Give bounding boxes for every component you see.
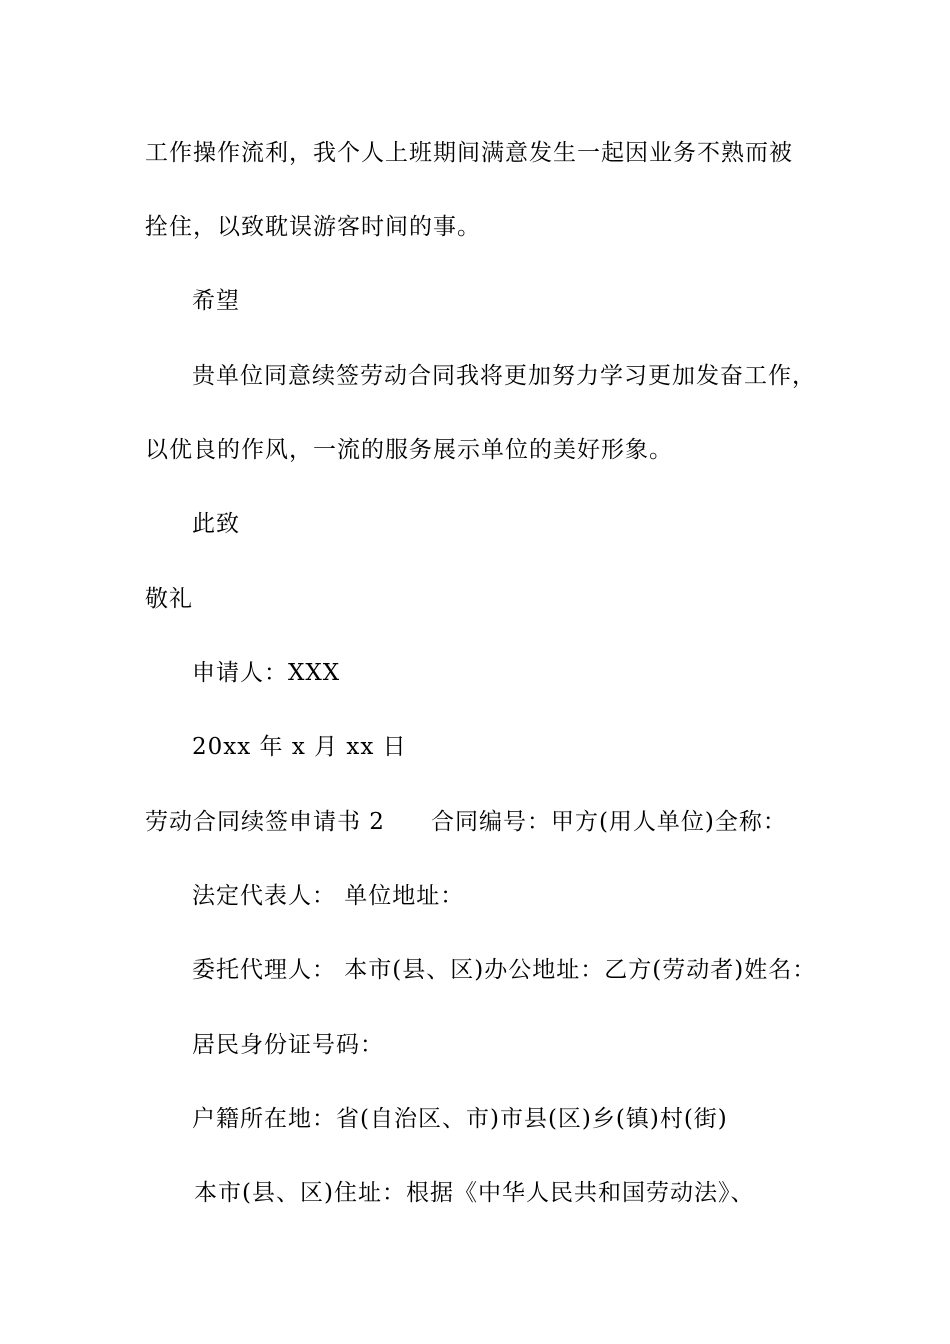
section-heading-line [145,807,787,837]
body-line-1: 工作操作流利，我个人上班期间满意发生一起因业务不熟而被 [145,140,793,166]
body-line-image: 以优良的作风，一流的服务展示单位的美好形象。 [145,437,673,463]
form-line-address: 本市(县、区)住址：根据《中华人民共和国劳动法》、 [194,1180,755,1206]
body-line-hope: 希望 [192,288,240,314]
body-line-2: 拴住，以致耽误游客时间的事。 [145,214,481,240]
section-title-tail: 合同编号：甲方(用人单位)全称： [430,809,787,835]
form-line-agent: 委托代理人： 本市(县、区)办公地址：乙方(劳动者)姓名： [192,957,817,983]
body-line-request: 贵单位同意续签劳动合同我将更加努力学习更加发奋工作， [192,363,816,389]
date-line: 20xx 年 x 月 xx 日 [192,734,407,760]
closing-jingli: 敬礼 [145,586,193,612]
form-line-legal-rep: 法定代表人： 单位地址： [192,883,465,909]
form-line-hukou: 户籍所在地：省(自治区、市)市县(区)乡(镇)村(街) [192,1106,728,1132]
applicant-line: 申请人：XXX [192,660,341,686]
closing-cizhi: 此致 [192,511,240,537]
form-line-id: 居民身份证号码： [192,1032,384,1058]
section-title: 劳动合同续签申请书 2 [145,809,385,835]
